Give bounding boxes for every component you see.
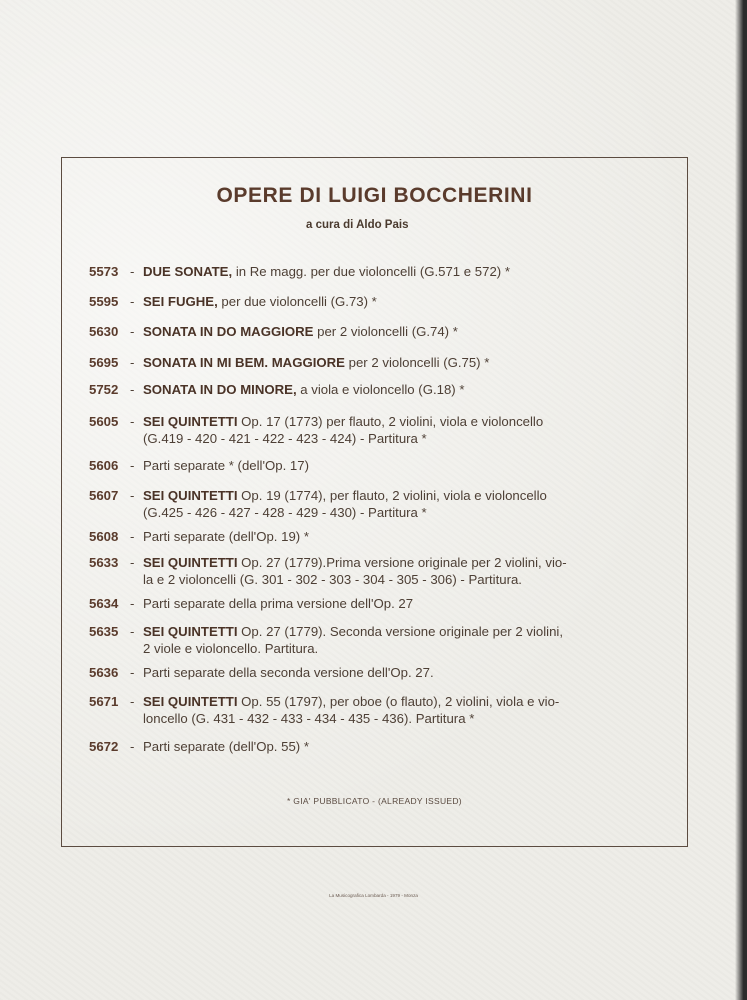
catalog-frame <box>61 157 688 847</box>
work-title: SEI QUINTETTI <box>143 624 238 639</box>
separator-dash: - <box>130 529 135 544</box>
catalog-number: 5606 <box>89 458 119 473</box>
catalog-number: 5752 <box>89 382 119 397</box>
separator-dash: - <box>130 414 135 429</box>
separator-dash: - <box>130 382 135 397</box>
work-description-continued: 2 viole e violoncello. Partitura. <box>143 641 319 656</box>
separator-dash: - <box>130 488 135 503</box>
catalog-number: 5633 <box>89 555 119 570</box>
work-description: Op. 19 (1774), per flauto, 2 violini, viola e violoncello <box>237 488 547 503</box>
catalog-number: 5636 <box>89 665 119 680</box>
work-description: Parti separate della prima versione dell'Op. 27 <box>143 596 414 611</box>
work-title: DUE SONATE, <box>143 264 233 279</box>
catalog-number: 5630 <box>89 324 119 339</box>
work-description: per 2 violoncelli (G.74) * <box>313 324 458 339</box>
separator-dash: - <box>130 294 135 309</box>
separator-dash: - <box>130 694 135 709</box>
work-title: SEI QUINTETTI <box>143 414 238 429</box>
work-title: SEI FUGHE, <box>143 294 218 309</box>
work-description: Op. 17 (1773) per flauto, 2 violini, viola e violoncello <box>237 414 544 429</box>
separator-dash: - <box>130 264 135 279</box>
work-title: SEI QUINTETTI <box>143 488 238 503</box>
catalog-number: 5634 <box>89 596 119 611</box>
catalog-number: 5605 <box>89 414 119 429</box>
footnote: * GIA' PUBBLICATO - (ALREADY ISSUED) <box>287 796 462 806</box>
work-title: SEI QUINTETTI <box>143 694 238 709</box>
work-description: a viola e violoncello (G.18) * <box>296 382 465 397</box>
separator-dash: - <box>130 355 135 370</box>
work-description: Op. 27 (1779).Prima versione originale per 2 violini, vio- <box>237 555 567 570</box>
work-description: Parti separate (dell'Op. 19) * <box>143 529 309 544</box>
separator-dash: - <box>130 665 135 680</box>
catalog-number: 5608 <box>89 529 119 544</box>
work-title: SONATA IN MI BEM. MAGGIORE <box>143 355 345 370</box>
work-description: per due violoncelli (G.73) * <box>217 294 377 309</box>
catalog-number: 5672 <box>89 739 119 754</box>
work-title: SEI QUINTETTI <box>143 555 238 570</box>
separator-dash: - <box>130 458 135 473</box>
catalog-number: 5671 <box>89 694 119 709</box>
page-title: OPERE DI LUIGI BOCCHERINI <box>216 184 533 207</box>
page-edge-shadow <box>735 0 747 1000</box>
work-description-continued: loncello (G. 431 - 432 - 433 - 434 - 435 - 436). Partitura * <box>143 711 475 726</box>
separator-dash: - <box>130 739 135 754</box>
catalog-number: 5635 <box>89 624 119 639</box>
work-description: Parti separate della seconda versione dell'Op. 27. <box>143 665 434 680</box>
work-title: SONATA IN DO MINORE, <box>143 382 297 397</box>
work-description-continued: (G.419 - 420 - 421 - 422 - 423 - 424) - Partitura * <box>143 431 427 446</box>
separator-dash: - <box>130 624 135 639</box>
work-description: Parti separate * (dell'Op. 17) <box>143 458 309 473</box>
printer-imprint: La Musicografica Lombarda - 1979 - Monza <box>329 893 418 898</box>
catalog-number: 5573 <box>89 264 119 279</box>
work-description-continued: la e 2 violoncelli (G. 301 - 302 - 303 - 304 - 305 - 306) - Partitura. <box>143 572 522 587</box>
catalog-number: 5607 <box>89 488 119 503</box>
work-title: SONATA IN DO MAGGIORE <box>143 324 314 339</box>
work-description: Parti separate (dell'Op. 55) * <box>143 739 309 754</box>
work-description-continued: (G.425 - 426 - 427 - 428 - 429 - 430) - Partitura * <box>143 505 427 520</box>
work-description: Op. 27 (1779). Seconda versione originale per 2 violini, <box>237 624 563 639</box>
catalog-number: 5695 <box>89 355 119 370</box>
work-description: in Re magg. per due violoncelli (G.571 e 572) * <box>232 264 510 279</box>
separator-dash: - <box>130 596 135 611</box>
catalog-number: 5595 <box>89 294 119 309</box>
subtitle: a cura di Aldo Pais <box>306 219 409 231</box>
separator-dash: - <box>130 555 135 570</box>
work-description: per 2 violoncelli (G.75) * <box>344 355 490 370</box>
separator-dash: - <box>130 324 135 339</box>
work-description: Op. 55 (1797), per oboe (o flauto), 2 violini, viola e vio- <box>237 694 560 709</box>
